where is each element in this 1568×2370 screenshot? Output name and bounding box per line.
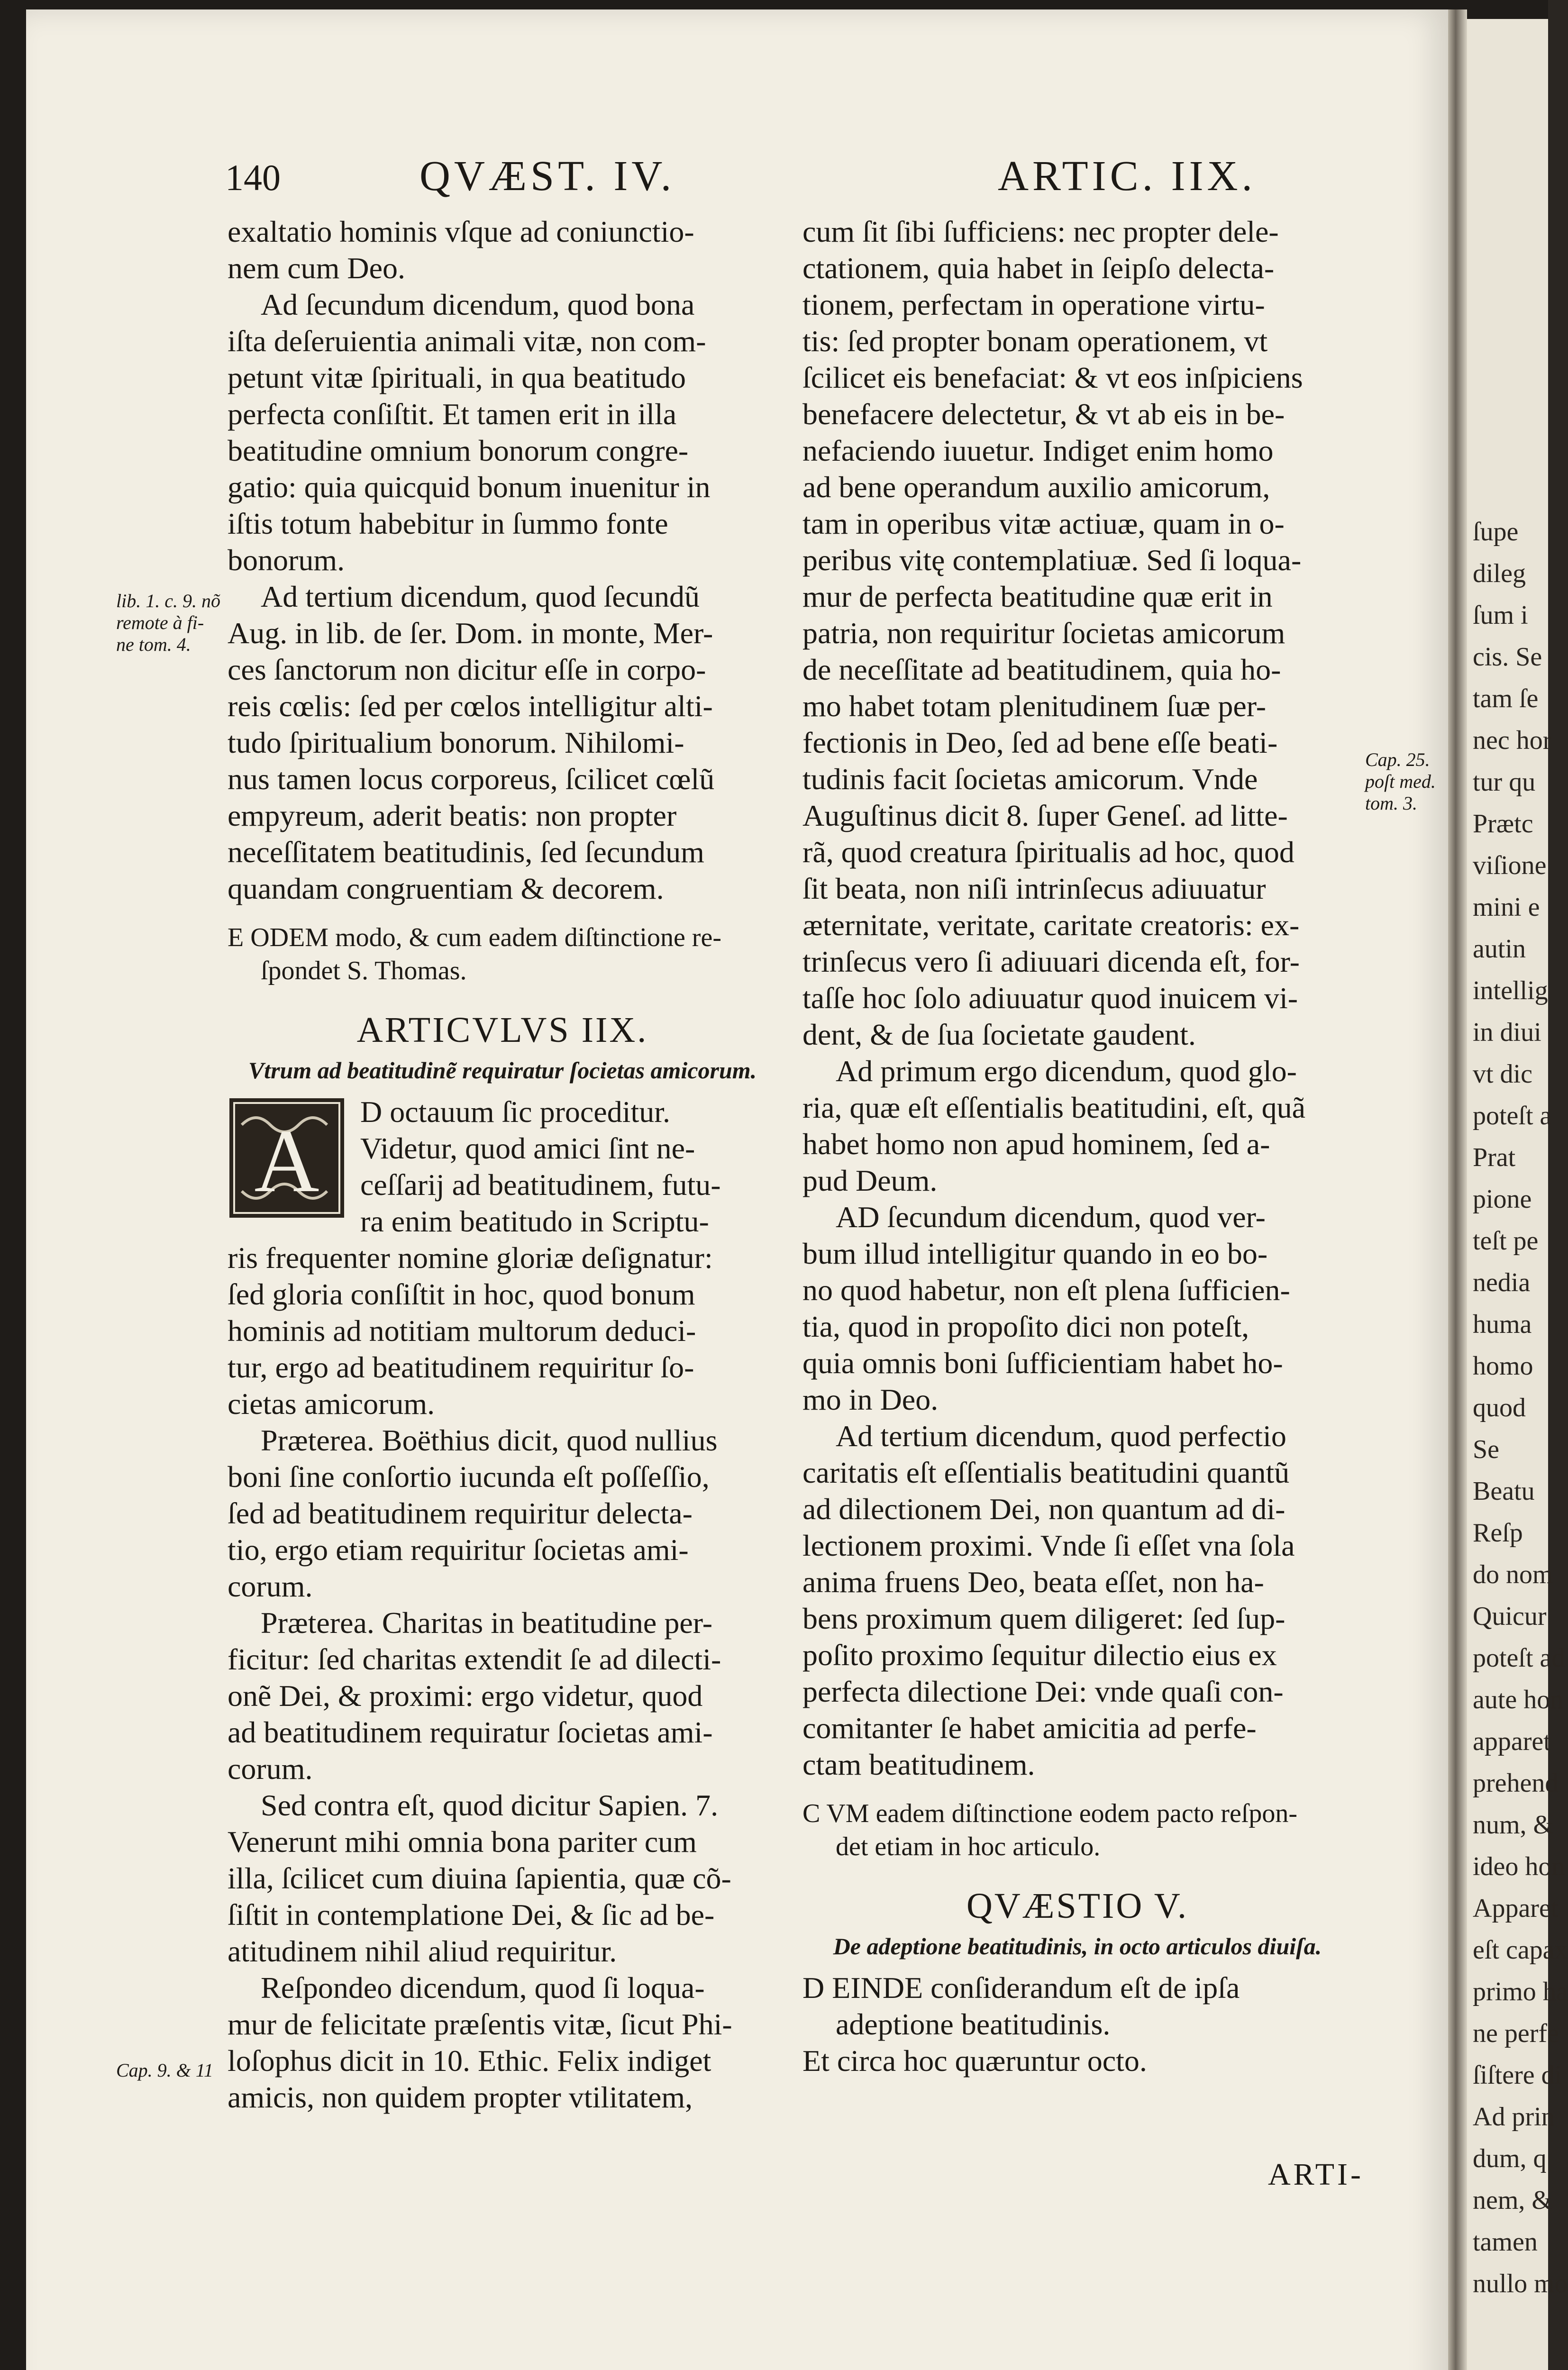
text-line: ra enim beatitudo in Scriptu- [360,1204,709,1238]
facing-page-fragment: pione [1473,1185,1532,1214]
text-line: ces ſanctorum non dicitur eſſe in corpo- [228,653,706,686]
text-line: iſtis totum habebitur in ſummo fonte [228,507,668,540]
text-line: neceſſitatem beatitudinis, ſed ſecundum [228,835,704,869]
text-line: ſed ad beatitudinem requiritur delecta- [228,1496,693,1530]
facing-page-fragment: quod [1473,1393,1526,1422]
text-line: ria, quæ eſt eſſentialis beatitudini, eſt, quã [802,1091,1306,1124]
text-line: beatitudine omnium bonorum congre- [228,434,689,467]
book-page [26,9,1448,2370]
text-line: nem cum Deo. [228,251,405,285]
facing-page-fragment: ſupe [1473,517,1519,547]
left-column [228,213,777,2115]
facing-page-fragment: mini e [1473,893,1540,922]
facing-page-fragment: huma [1473,1310,1532,1339]
facing-page-fragment: intellig [1473,976,1548,1005]
text-line: amicis, non quidem propter vtilitatem, [228,2080,693,2114]
text-line: bens proximum quem diligeret: ſed ſup- [802,1602,1285,1635]
facing-page-fragment: tur qu [1473,767,1536,797]
text-line: ſcilicet eis benefaciat: & vt eos inſpiciens [802,361,1303,394]
margin-note-left-bottom [116,2060,213,2081]
text-line: AD ſecundum dicendum, quod ver- [836,1200,1266,1234]
facing-page-fragment: viſione [1473,851,1547,880]
facing-page-edge [1467,19,1568,2370]
facing-page-fragment: aute hon [1473,1685,1564,1714]
facing-page-fragment: Quicur [1473,1602,1547,1631]
text-line: ad dilectionem Dei, non quantum ad di- [802,1492,1285,1526]
text-line: ris frequenter nomine gloriæ deſignatur: [228,1241,713,1275]
text-line: bonorum. [228,543,345,577]
text-line: mo habet totam plenitudinem ſuæ per- [802,689,1267,723]
question-title: QVÆSTIO V. [966,1886,1188,1926]
text-line: cietas amicorum. [228,1387,435,1421]
text-line: Aug. in lib. de ſer. Dom. in monte, Mer- [228,616,713,650]
text-line: fectionis in Deo, ſed ad bene eſſe beati- [802,726,1278,759]
text-line: lectionem proximi. Vnde ſi eſſet vna ſola [802,1529,1295,1562]
text-line: Et circa hoc quæruntur octo. [802,2044,1147,2078]
text-line: exaltatio hominis vſque ad coniunctio- [228,215,694,248]
text-line: anima fruens Deo, beata eſſet, non ha- [802,1565,1264,1599]
right-para-1 [802,213,1352,1053]
text-line: comitanter ſe habet amicitia ad perfe- [802,1711,1257,1745]
text-line: caritatis eſt eſſentialis beatitudini quantũ [802,1456,1290,1489]
left-para-7 [228,1787,777,1969]
facing-page-fragment: ideo hon [1473,1852,1565,1881]
facing-page-fragment: homo [1473,1351,1533,1381]
text-line: nus tamen locus corporeus, ſcilicet cœlũ [228,762,715,796]
text-line: quandam congruentiam & decorem. [228,872,664,905]
left-para-3 [228,578,777,907]
text-line: perfecta dilectione Dei: vnde quaſi con- [802,1675,1284,1708]
text-line: ſed gloria conſiſtit in hoc, quod bonum [228,1277,695,1311]
text-line: trinſecus vero ſi adiuuari dicenda eſt, for- [802,945,1300,978]
text-line: det etiam in hoc articulo. [836,1832,1101,1861]
facing-page-fragment: Beatu [1473,1477,1535,1506]
margin-note-line: Cap. 9. & 11 [116,2060,213,2081]
right-para-2 [802,1053,1352,1199]
text-line: ceſſarij ad beatitudinem, futu- [360,1168,721,1202]
ornamental-initial [228,1096,346,1220]
text-line: ficitur: ſed charitas extendit ſe ad dilecti- [228,1642,721,1676]
text-line: tur, ergo ad beatitudinem requiritur ſo- [228,1350,694,1384]
facing-page-fragment: nedia [1473,1268,1531,1297]
header-articulus: ARTIC. IIX. [998,153,1257,200]
commentary-note [228,921,777,987]
facing-page-fragment: prehend [1473,1768,1559,1798]
facing-page-fragment: nullo mo [1473,2269,1568,2298]
text-line: corum. [228,1569,313,1603]
text-line: adeptione beatitudinis. [836,2007,1111,2041]
right-para-4 [802,1418,1352,1783]
text-line: rã, quod creatura ſpiritualis ad hoc, quod [802,835,1295,869]
text-line: perfecta conſiſtit. Et tamen erit in illa [228,397,677,431]
text-line: mur de felicitate præſentis vitæ, ſicut Phi- [228,2007,732,2041]
text-line: atitudinem nihil aliud requiritur. [228,1934,617,1968]
right-para-3 [802,1199,1352,1418]
facing-page-fragment: teſt pe [1473,1226,1539,1256]
text-line: bum illud intelligitur quando in eo bo- [802,1237,1268,1270]
margin-note-right [1365,749,1436,814]
text-line: reis cœlis: ſed per cœlos intelligitur alti- [228,689,713,723]
left-para-5 [228,1422,777,1604]
facing-page-fragment: Reſp [1473,1518,1523,1548]
text-line: Præterea. Charitas in beatitudine per- [261,1606,713,1640]
text-line: Ad tertium dicendum, quod perfectio [836,1419,1286,1453]
facing-page-fragment: poteſt a [1473,1101,1552,1130]
text-line: tudo ſpiritualium bonorum. Nihilomi- [228,726,684,759]
text-line: patria, non requiritur ſocietas amicorum [802,616,1285,650]
facing-page-fragment: Se [1473,1435,1499,1464]
text-line: tia, quod in propoſito dici non poteſt, [802,1310,1249,1343]
text-line: cum ſit ſibi ſufficiens: nec propter dele- [802,215,1279,248]
margin-note-line: tom. 3. [1365,793,1417,814]
facing-page-fragment: dileg [1473,559,1526,588]
facing-page-fragment: autin [1473,934,1526,964]
text-line: ad bene operandum auxilio amicorum, [802,470,1270,504]
text-line: ſit beata, non niſi intrinſecus adiuuatur [802,872,1266,905]
facing-page-fragment: primo ha [1473,1977,1568,2006]
right-column [802,213,1352,2079]
text-line: D octauum ſic proceditur. [360,1095,671,1129]
margin-note-line: lib. 1. c. 9. nõ [116,590,220,611]
text-line: tis: ſed propter bonam operationem, vt [802,324,1268,358]
facing-page-fragment: nec hor [1473,726,1552,755]
left-para-6 [228,1604,777,1787]
text-line: tionem, perfectam in operatione virtu- [802,288,1265,321]
text-line: Reſpondeo dicendum, quod ſi loqua- [261,1971,705,2005]
left-para-8 [228,1969,777,2115]
text-line: hominis ad notitiam multorum deduci- [228,1314,696,1348]
text-line: Præterea. Boëthius dicit, quod nullius [261,1423,718,1457]
margin-note-line: remote à fi- [116,612,204,633]
text-line: C VM eadem diſtinctione eodem pacto reſpon- [802,1799,1298,1828]
text-line: pud Deum. [802,1164,938,1197]
text-line: ad beatitudinem requiratur ſocietas ami- [228,1715,713,1749]
commentary-note [802,1797,1352,1863]
article-question: Vtrum ad beatitudinẽ requiratur ſocietas amicorum. [248,1057,757,1084]
text-line: mur de perfecta beatitudine quæ erit in [802,580,1273,613]
facing-page-fragment: do nom [1473,1560,1553,1589]
text-line: æternitate, veritate, caritate creatoris: ex- [802,908,1300,942]
text-line: nefaciendo iuuetur. Indiget enim homo [802,434,1274,467]
text-line: corum. [228,1752,313,1786]
facing-page-fragment: apparet [1473,1727,1551,1756]
article-title: ARTICVLVS IIX. [356,1010,648,1050]
text-line: mo in Deo. [802,1383,939,1416]
header-quaestio: QVÆST. IV. [419,153,675,200]
text-line: Ad ſecundum dicendum, quod bona [261,288,695,321]
text-line: tio, ergo etiam requiritur ſocietas ami- [228,1533,689,1567]
text-line: gatio: quia quicquid bonum inuenitur in [228,470,711,504]
facing-page-fragment: Ad prin [1473,2102,1555,2132]
text-line: empyreum, aderit beatis: non propter [228,799,677,832]
text-line: Ad primum ergo dicendum, quod glo- [836,1054,1297,1088]
margin-note-left-top [116,590,220,656]
text-line: Videtur, quod amici ſint ne- [360,1131,695,1165]
text-line: no quod habetur, non eſt plena ſufficien- [802,1273,1290,1307]
right-para-5 [802,1969,1352,2079]
catchword: ARTI- [1268,2157,1364,2192]
text-line: peribus vitę contemplatiuæ. Sed ſi loqua- [802,543,1302,577]
text-line: de neceſſitate ad beatitudinem, quia ho- [802,653,1281,686]
text-line: ctationem, quia habet in ſeipſo delecta- [802,251,1275,285]
margin-note-line: poſt med. [1365,771,1436,792]
text-line: ctam beatitudinem. [802,1748,1035,1781]
text-line: Venerunt mihi omnia bona pariter cum [228,1825,697,1859]
running-header [26,152,1448,209]
text-line: tudinis facit ſocietas amicorum. Vnde [802,762,1258,796]
text-line: illa, ſcilicet cum diuina ſapientia, quæ cõ- [228,1861,731,1895]
facing-page-fragment: poteſt ad [1473,1643,1565,1673]
text-line: iſta deſeruientia animali vitæ, non com- [228,324,706,358]
facing-page-fragment: eſt capax [1473,1935,1568,1965]
text-line: Sed contra eſt, quod dicitur Sapien. 7. [261,1788,719,1822]
text-line: boni ſine conſortio iucunda eſt poſſeſſio, [228,1460,710,1494]
book-gutter [1448,9,1467,2370]
left-para-4 [228,1094,777,1422]
left-para-1 [228,213,777,286]
svg-text:A: A [254,1112,319,1211]
facing-page-fragment: ne perfe [1473,2019,1559,2048]
text-line: quia omnis boni ſufficientiam habet ho- [802,1346,1283,1380]
facing-page-fragment: Prat [1473,1143,1516,1172]
facing-page-fragment: nem, & [1473,2186,1552,2215]
facing-page-fragment: num, & [1473,1810,1554,1840]
text-line: ſpondet S. Thomas. [261,956,467,985]
text-line: poſito proximo ſequitur dilectio eius ex [802,1638,1277,1672]
text-line: E ODEM modo, & cum eadem diſtinctione re- [228,923,721,952]
text-line: dent, & de ſua ſocietate gaudent. [802,1018,1196,1051]
margin-note-line: ne tom. 4. [116,634,191,655]
text-line: onẽ Dei, & proximi: ergo videtur, quod [228,1679,703,1713]
text-line: Ad tertium dicendum, quod ſecundũ [261,580,700,613]
text-line: taſſe hoc ſolo adiuuatur quod inuicem vi- [802,981,1298,1015]
facing-page-fragment: ſum i [1473,601,1528,630]
facing-page-fragment: ſiſtere di [1473,2060,1562,2090]
facing-page-fragment: tamen [1473,2227,1538,2257]
text-line: loſophus dicit in 10. Ethic. Felix indiget [228,2044,711,2078]
left-para-2 [228,286,777,578]
text-line: habet homo non apud hominem, ſed a- [802,1127,1270,1161]
facing-page-fragment: vt dic [1473,1059,1532,1089]
text-line: Auguſtinus dicit 8. ſuper Geneſ. ad litte- [802,799,1288,832]
facing-page-fragment: Prætc [1473,809,1533,839]
facing-page-fragment: cis. Se [1473,642,1542,672]
text-line: petunt vitæ ſpirituali, in qua beatitudo [228,361,686,394]
text-line: benefacere delectetur, & vt ab eis in be- [802,397,1285,431]
text-line: D EINDE conſiderandum eſt de ipſa [802,1971,1240,2005]
facing-page-fragment: tam ſe [1473,684,1539,713]
text-line: ſiſtit in contemplatione Dei, & ſic ad be- [228,1898,715,1932]
facing-page-fragment: Apparet [1473,1894,1559,1923]
facing-page-fragment: dum, q [1473,2144,1547,2173]
question-subtitle: De adeptione beatitudinis, in octo articulos diuiſa. [833,1933,1322,1960]
margin-note-line: Cap. 25. [1365,749,1430,770]
text-line: tam in operibus vitæ actiuæ, quam in o- [802,507,1285,540]
facing-page-fragment: in diui [1473,1018,1541,1047]
page-number: 140 [225,157,281,198]
